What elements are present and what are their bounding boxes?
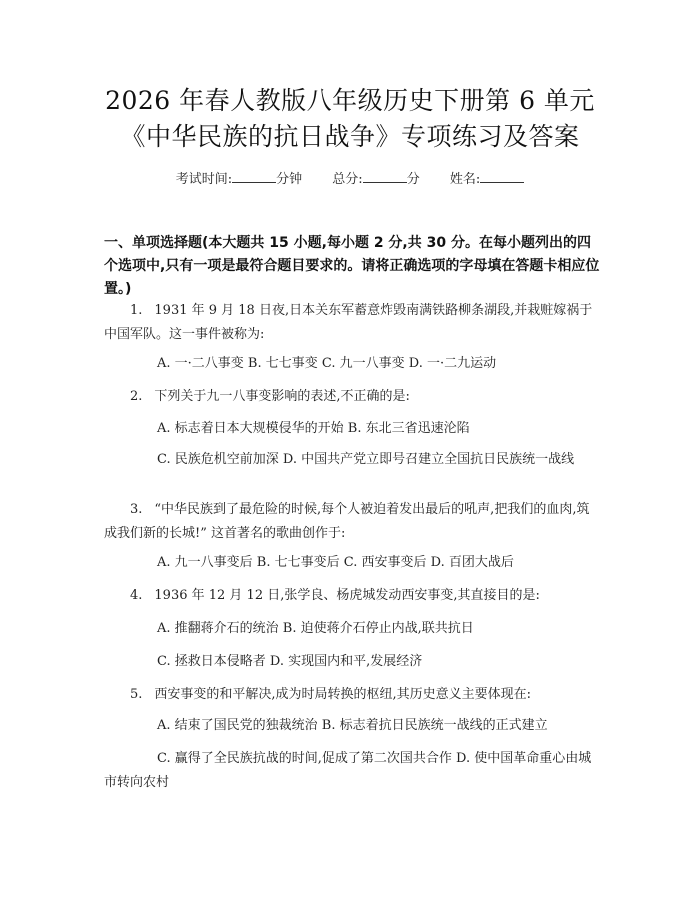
question-5-options-a — [104, 714, 602, 738]
question-stem: 西安事变的和平解决,成为时局转换的枢纽,其历史意义主要体现在: — [154, 687, 532, 702]
question-1 — [104, 299, 602, 347]
question-number: 5. — [130, 687, 143, 702]
question-2 — [104, 385, 602, 409]
question-number: 1. — [130, 303, 143, 318]
question-2-options-a — [104, 417, 602, 441]
student-name-field — [450, 172, 524, 187]
options-line: A. 标志着日本大规模侵华的开始 B. 东北三省迅速沦陷 — [157, 421, 470, 436]
question-4 — [104, 584, 602, 608]
exam-time-field — [176, 172, 302, 187]
question-3-options — [104, 551, 602, 575]
question-number: 3. — [130, 502, 143, 517]
question-number: 2. — [130, 389, 143, 404]
question-4-options-b — [104, 650, 602, 674]
question-4-options-a — [104, 617, 602, 641]
options-line: A. 结束了国民党的独裁统治 B. 标志着抗日民族统一战线的正式建立 — [157, 718, 548, 733]
question-5-options-b — [104, 747, 602, 795]
question-number: 4. — [130, 588, 143, 603]
options-line: C. 赢得了全民族抗战的时间,促成了第二次国共合作 D. 使中国革命重心由城市转向农村 — [104, 751, 592, 790]
total-score-field — [332, 172, 419, 187]
options-line: C. 拯救日本侵略者 D. 实现国内和平,发展经济 — [157, 654, 423, 669]
options-line: A. 推翻蒋介石的统治 B. 迫使蒋介石停止内战,联共抗日 — [157, 621, 474, 636]
total-score-label: 总分: — [332, 172, 363, 187]
document-title-line-1: 2026 年春人教版八年级历史下册第 6 单元 — [105, 86, 595, 115]
total-score-blank — [363, 182, 407, 183]
student-name-blank — [480, 182, 524, 183]
section-heading: 一、单项选择题(本大题共 15 小题,每小题 2 分,共 30 分。在每小题列出的四个选项中,只有一项是最符合题目要求的。请将正确选项的字母填在答题卡相应位置。) — [104, 235, 600, 297]
question-stem: 1936 年 12 月 12 日,张学良、杨虎城发动西安事变,其直接目的是: — [154, 588, 540, 603]
total-score-unit: 分 — [406, 172, 420, 187]
question-1-options — [104, 352, 602, 376]
exam-time-label: 考试时间: — [175, 172, 233, 187]
exam-time-unit: 分钟 — [276, 172, 303, 187]
question-3 — [104, 498, 602, 546]
question-stem: 下列关于九一八事变影响的表述,不正确的是: — [154, 389, 410, 404]
options-line: A. 一·二八事变 B. 七七事变 C. 九一八事变 D. 一·二九运动 — [157, 356, 497, 371]
question-5 — [104, 683, 602, 707]
exam-info-line — [0, 168, 700, 187]
exam-time-blank — [232, 182, 276, 183]
options-line: A. 九一八事变后 B. 七七事变后 C. 西安事变后 D. 百团大战后 — [157, 555, 514, 570]
options-line: C. 民族危机空前加深 D. 中国共产党立即号召建立全国抗日民族统一战线 — [157, 452, 575, 467]
document-title-line-2: 《中华民族的抗日战争》专项练习及答案 — [120, 122, 580, 151]
question-stem: “中华民族到了最危险的时候,每个人被迫着发出最后的吼声,把我们的血肉,筑成我们新的长城!” 这首著名的歌曲创作于: — [104, 502, 590, 541]
student-name-label: 姓名: — [449, 172, 481, 187]
question-2-options-b — [104, 448, 602, 472]
question-stem: 1931 年 9 月 18 日夜,日本关东军蓄意炸毁南满铁路柳条湖段,并栽赃嫁祸于中国军队。这一事件被称为: — [104, 303, 593, 342]
